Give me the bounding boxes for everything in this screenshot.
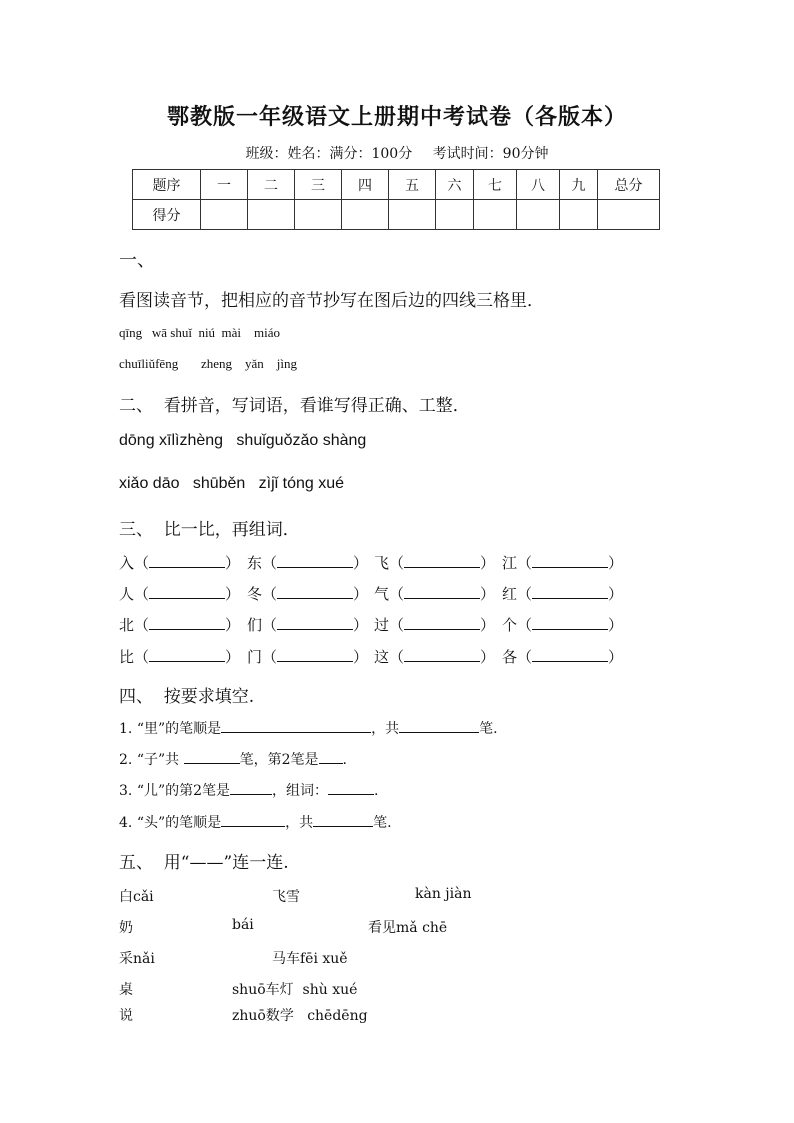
word-blank[interactable] [404,615,480,630]
exam-info [0,143,794,163]
item-number: 1. [119,721,133,737]
word-blank[interactable] [404,647,480,662]
header-cell: 二 [248,170,295,200]
match-col3-row2: 看见mǎ chē [368,920,448,936]
score-cell [598,200,660,230]
answer-blank[interactable] [399,718,479,733]
open-paren: （ [517,616,533,634]
header-cell: 四 [342,170,389,200]
open-paren: （ [134,554,150,572]
section3-heading: 三、 比一比，再组词． [119,520,300,540]
fill-item-2 [119,749,347,769]
section2-pinyin-line-1: dōng xīlìzhèng shuǐguǒzǎo shàng [119,432,367,449]
base-character: 飞 [374,554,390,572]
base-character: 人 [119,585,135,603]
word-blank[interactable] [277,615,353,630]
close-paren: ） [608,554,624,572]
match-col1-row2: 奶 [119,920,133,936]
answer-blank[interactable] [221,718,371,733]
word-blank[interactable] [149,553,225,568]
score-cell [517,200,560,230]
match-col1-row1: 白cǎi [119,889,154,905]
close-paren: ） [480,554,496,572]
item-text: 笔，第2笔是 [239,752,319,768]
close-paren: ） [480,648,496,666]
close-paren: ） [353,554,369,572]
open-paren: （ [262,585,278,603]
section1-number: 一、 [119,250,155,271]
word-pair-cell [502,583,623,604]
score-cell [201,200,248,230]
word-blank[interactable] [532,584,608,599]
match-col2-row4: shuō车灯 shù xué [232,982,358,998]
word-pair-cell [119,614,240,635]
base-character: 红 [502,585,518,603]
word-pair-cell [502,614,623,635]
answer-blank[interactable] [230,780,272,795]
header-cell: 一 [201,170,248,200]
word-pair-cell [119,583,240,604]
open-paren: （ [262,554,278,572]
item-text: “里”的笔顺是 [136,721,222,737]
header-cell: 八 [517,170,560,200]
base-character: 们 [247,616,263,634]
word-blank[interactable] [149,647,225,662]
answer-blank[interactable] [184,749,240,764]
section1-pinyin-line-2: chuīliǔfēng zheng yǎn jìng [119,356,297,371]
close-paren: ） [225,648,241,666]
exam-time-info: 考试时间：90分钟 [432,146,549,162]
word-pair-cell [119,646,240,667]
open-paren: （ [134,585,150,603]
score-cell [436,200,474,230]
base-character: 比 [119,648,135,666]
answer-blank[interactable] [221,812,285,827]
open-paren: （ [262,648,278,666]
section1-instruction: 看图读音节，把相应的音节抄写在图后边的四线三格里． [119,291,544,311]
word-blank[interactable] [149,584,225,599]
item-text: ，共 [285,815,314,831]
header-cell: 七 [474,170,517,200]
word-blank[interactable] [532,647,608,662]
close-paren: ） [353,616,369,634]
word-blank[interactable] [404,553,480,568]
word-pair-cell [374,583,495,604]
open-paren: （ [517,648,533,666]
header-cell: 三 [295,170,342,200]
match-col2-row1: 飞雪 [272,889,300,905]
header-cell: 五 [389,170,436,200]
match-col1-row3: 采nǎi [119,951,155,967]
item-text: “儿”的第2笔是 [136,783,231,799]
close-paren: ） [608,648,624,666]
close-paren: ） [225,585,241,603]
base-character: 气 [374,585,390,603]
section4-heading: 四、 按要求填空. [119,687,255,707]
answer-blank[interactable] [328,780,374,795]
header-cell: 总分 [598,170,660,200]
match-col3-row1: kàn jiàn [415,886,472,902]
base-character: 冬 [247,585,263,603]
base-character: 个 [502,616,518,634]
section5-heading: 五、 用“——”连一连. [119,853,289,873]
open-paren: （ [389,554,405,572]
open-paren: （ [517,554,533,572]
base-character: 北 [119,616,135,634]
section2-pinyin-line-2: xiǎo dāo shūběn zìjǐ tóng xué [119,475,345,492]
base-character: 这 [374,648,390,666]
word-blank[interactable] [532,615,608,630]
score-cell [342,200,389,230]
fill-item-1 [119,718,498,738]
word-pair-cell [374,646,495,667]
score-table-score-row [133,200,660,230]
header-cell: 九 [560,170,598,200]
word-blank[interactable] [277,647,353,662]
word-pair-cell [247,583,368,604]
row-label-cell: 得分 [133,200,201,230]
close-paren: ） [225,616,241,634]
base-character: 各 [502,648,518,666]
fill-item-3 [119,780,379,800]
score-table-header-row [133,170,660,200]
word-blank[interactable] [277,584,353,599]
base-character: 东 [247,554,263,572]
close-paren: ） [608,616,624,634]
header-cell: 题序 [133,170,201,200]
word-blank[interactable] [277,553,353,568]
answer-blank[interactable] [313,812,373,827]
match-col2-row2: bái [232,917,254,933]
open-paren: （ [389,648,405,666]
section2-heading: 二、 看拼音，写词语，看谁写得正确、工整． [119,396,470,416]
item-text: ，组词： [272,783,329,799]
item-text: . [374,783,379,799]
word-pair-cell [374,614,495,635]
word-pair-cell [247,552,368,573]
base-character: 门 [247,648,263,666]
item-number: 3. [119,783,133,799]
close-paren: ） [480,616,496,634]
score-cell [474,200,517,230]
close-paren: ） [353,648,369,666]
base-character: 入 [119,554,135,572]
word-blank[interactable] [149,615,225,630]
word-blank[interactable] [404,584,480,599]
close-paren: ） [608,585,624,603]
item-text: . [342,752,347,768]
item-number: 4. [119,815,133,831]
word-pair-cell [247,646,368,667]
item-text: ，共 [371,721,400,737]
base-character: 过 [374,616,390,634]
match-col1-row4: 桌 [119,982,133,998]
item-text: 笔. [373,815,392,831]
score-cell [248,200,295,230]
word-pair-cell [502,552,623,573]
fill-item-4 [119,812,392,832]
class-name-score-info: 班级：姓名：满分：100分 [245,146,413,162]
close-paren: ） [480,585,496,603]
page-title: 鄂教版一年级语文上册期中考试卷（各版本） [166,104,627,130]
answer-blank[interactable] [319,749,343,764]
close-paren: ） [225,554,241,572]
open-paren: （ [262,616,278,634]
word-pair-cell [119,552,240,573]
open-paren: （ [517,585,533,603]
match-col2-row5: zhuō数学 chēdēng [232,1008,368,1024]
word-blank[interactable] [532,553,608,568]
item-text: “头”的笔顺是 [136,815,222,831]
word-pair-cell [502,646,623,667]
open-paren: （ [389,585,405,603]
item-text: 笔. [479,721,498,737]
header-cell: 六 [436,170,474,200]
open-paren: （ [134,616,150,634]
close-paren: ） [353,585,369,603]
score-cell [560,200,598,230]
score-cell [389,200,436,230]
score-table [132,169,660,230]
match-col2-row3: 马车fēi xuě [272,951,348,967]
open-paren: （ [389,616,405,634]
item-number: 2. [119,752,133,768]
base-character: 江 [502,554,518,572]
item-text: “子”共 [136,752,184,768]
open-paren: （ [134,648,150,666]
word-pair-cell [374,552,495,573]
match-col1-row5: 说 [119,1008,133,1024]
section1-pinyin-line-1: qīng wā shuǐ niú mài miáo [119,325,281,340]
word-pair-cell [247,614,368,635]
score-cell [295,200,342,230]
